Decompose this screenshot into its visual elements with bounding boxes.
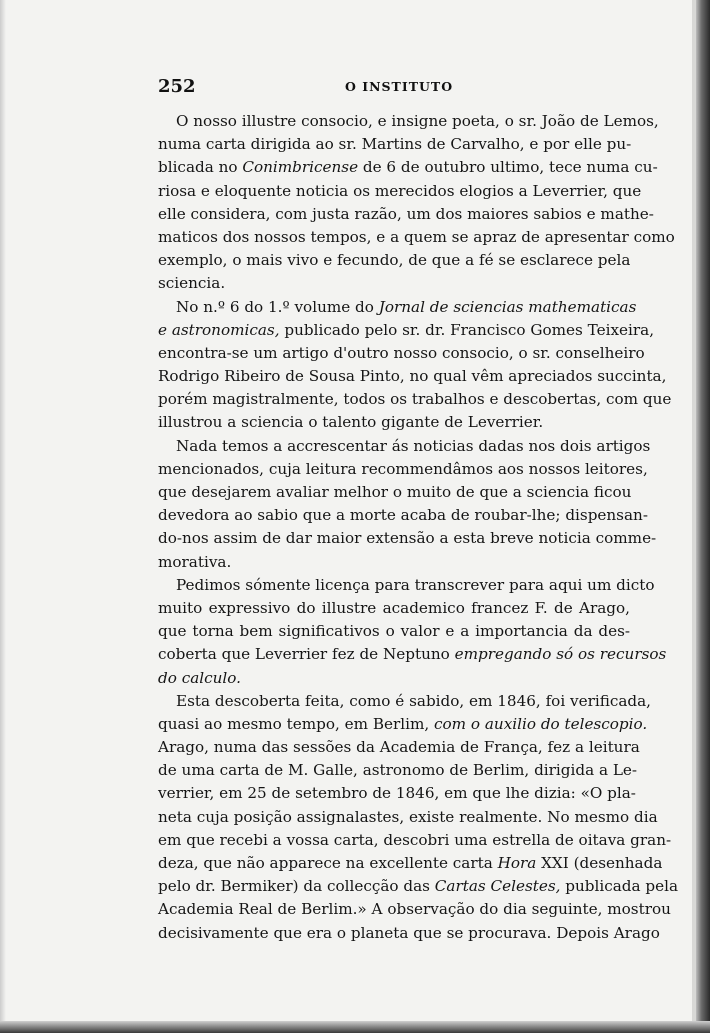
text-segment: sciencia. [158,274,226,293]
text-segment: encontra-se um artigo d'outro nosso consocio, o sr. conselheiro [158,343,645,362]
text-segment: quasi ao mesmo tempo, em Berlim, [158,714,435,733]
text-segment: decisivamente que era o planeta que se procurava. Depois Arago [158,923,660,942]
text-segment: publicada pela [560,877,679,896]
text-segment: Academia Real de Berlim.» A observação do dia seguinte, mostrou [158,900,671,919]
text-segment: Pedimos sómente licença para transcrever para aqui um dicto [176,575,655,594]
italic-segment: com o auxilio do telescopio. [434,714,648,733]
text-segment: em que recebi a vossa carta, descobri uma estrella de oitava gran- [158,830,672,849]
text-line [158,782,636,805]
text-segment: devedora ao sabio que a morte acaba de roubar-lhe; dispensan- [158,506,648,525]
text-segment: Rodrigo Ribeiro de Sousa Pinto, no qual vêm apreciados succinta, [158,367,667,386]
text-segment: riosa e eloquente noticia os merecidos elogios a Leverrier, que [158,181,642,200]
text-line [158,226,675,249]
text-segment: maticos dos nossos tempos, e a quem se apraz de apresentar como [158,227,675,246]
text-segment: pelo dr. Bermiker) da collecção das [158,877,435,896]
text-line [158,852,663,875]
text-segment: mencionados, cuja leitura recommendâmos aos nossos leitores, [158,459,648,478]
text-segment: de 6 de outubro ultimo, tece numa cu- [358,158,658,177]
text-line [158,296,637,319]
text-line [158,180,642,203]
text-segment: que torna bem significativos o valor e a importancia da des- [158,622,630,641]
text-segment: blicada no [158,158,243,177]
page-left-shadow [0,0,6,1033]
text-segment: muito expressivo do illustre academico francez F. de Arago, [158,598,630,617]
text-line [158,829,672,852]
text-segment: neta cuja posição assignalastes, existe realmente. No mesmo dia [158,807,658,826]
text-segment: verrier, em 25 de setembro de 1846, em que lhe dizia: «O pla- [158,784,636,803]
text-segment: Arago, numa das sessões da Academia de França, fez a leitura [158,738,640,757]
text-line [158,875,679,898]
italic-segment: Jornal de sciencias mathematicas [378,297,637,316]
text-segment: Esta descoberta feita, como é sabido, em 1846, foi verificada, [176,691,651,710]
text-segment: publicado pelo sr. dr. Francisco Gomes Teixeira, [279,320,655,339]
italic-segment: Hora [497,854,537,872]
text-segment: porém magistralmente, todos os trabalhos e descobertas, com que [158,390,672,409]
text-line [158,110,659,133]
text-line [158,620,630,643]
text-line [158,435,651,458]
text-segment: deza, que não apparece na excellente carta [158,854,498,872]
running-head: O INSTITUTO [345,79,454,94]
text-segment: coberta que Leverrier fez de Neptuno [158,645,455,664]
text-segment: que desejarem avaliar melhor o muito de que a sciencia ficou [158,483,632,501]
text-segment: illustrou a sciencia o talento gigante de Leverrier. [158,413,544,432]
page-number: 252 [158,76,196,97]
text-segment: do-nos assim de dar maior extensão a esta breve noticia comme- [158,529,657,548]
text-line [158,643,667,666]
text-line [158,249,630,272]
italic-segment: empregando só os recursos [454,645,667,664]
text-line [158,504,648,527]
text-line [158,551,630,574]
text-line [158,156,658,179]
text-segment: No n.º 6 do 1.º volume do [176,297,379,316]
text-segment: numa carta dirigida ao sr. Martins de Carvalho, e por elle pu- [158,135,632,154]
text-segment: morativa. [158,552,232,571]
text-line [158,736,640,759]
italic-segment: Conimbricense [242,158,359,177]
italic-segment: Cartas Celestes, [434,877,561,896]
text-line [158,898,671,921]
page-bottom-shadow [0,1021,710,1033]
text-line [158,922,660,945]
text-line [158,458,648,481]
text-segment: de uma carta de M. Galle, astronomo de Berlim, dirigida a Le- [158,761,638,780]
italic-segment: do calculo. [158,668,241,687]
text-line [158,342,645,365]
text-segment: O nosso illustre consocio, e insigne poeta, o sr. João de Lemos, [176,112,659,130]
text-line [158,272,630,295]
text-segment: elle considera, com justa razão, um dos maiores sabios e mathe- [158,204,654,223]
body-text [158,110,679,945]
text-line [158,597,630,620]
page-right-shadow [696,0,710,1033]
text-segment: Nada temos a accrescentar ás noticias dadas nos dois artigos [176,436,651,455]
text-line [158,388,672,411]
text-line [158,759,638,782]
text-line [158,713,648,736]
text-line [158,411,630,434]
text-line [158,667,630,690]
text-line [158,690,651,713]
text-segment: exemplo, o mais vivo e fecundo, de que a fé se esclarece pela [158,251,631,270]
text-line [158,574,655,597]
text-line [158,806,658,829]
text-line [158,527,657,550]
text-line [158,133,630,156]
text-segment: XXI (desenhada [536,854,663,872]
text-line [158,365,667,388]
italic-segment: e astronomicas, [158,320,280,339]
text-line [158,203,654,226]
text-line [158,481,630,504]
page-header [158,76,630,100]
text-line [158,319,655,342]
